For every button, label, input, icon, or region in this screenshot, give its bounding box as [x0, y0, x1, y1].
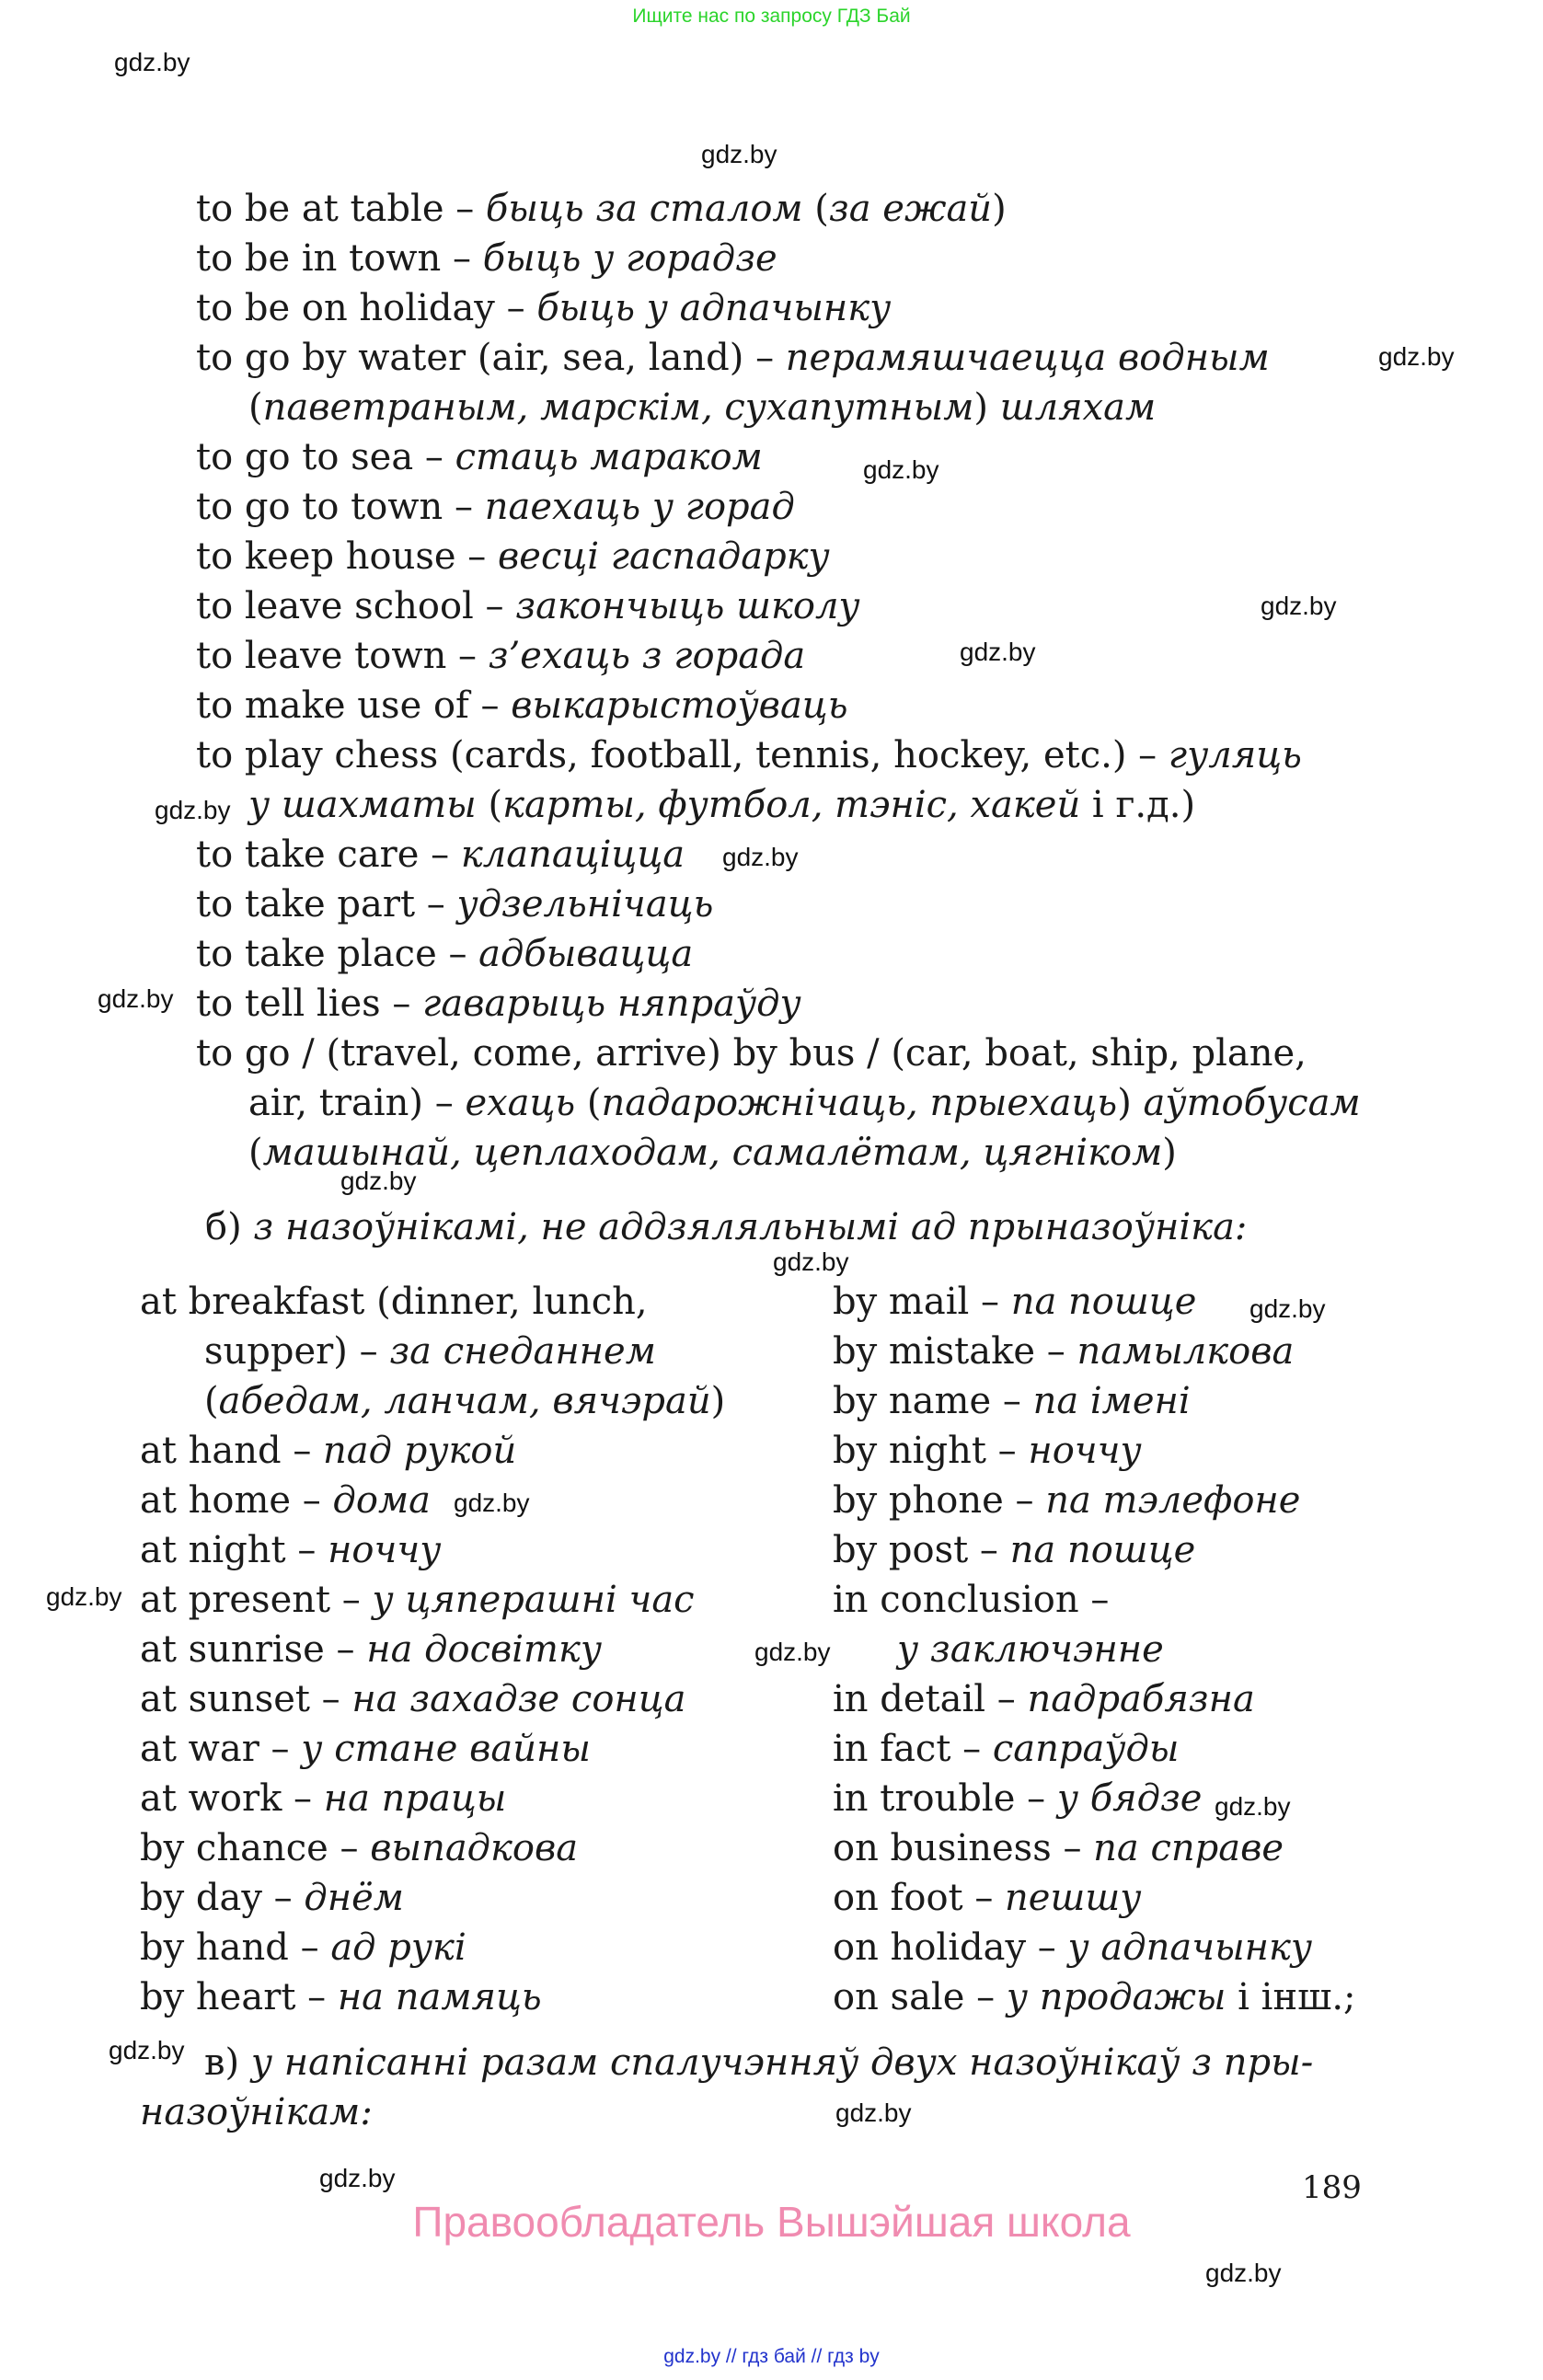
phrase-line: to be in town – быць у горадзе	[196, 237, 777, 280]
watermark: gdz.by	[340, 1167, 417, 1195]
phrase-line: in fact – сапраўды	[833, 1728, 1180, 1770]
phrase-line: in detail – падрабязна	[833, 1678, 1255, 1720]
section-b-heading: б) з назоўнікамі, не аддзяляльнымі ад прыназоўніка:	[205, 1206, 1248, 1248]
section-v-heading-cont: назоўнікам:	[140, 2091, 373, 2133]
phrase-line: on foot – пешшу	[833, 1877, 1142, 1919]
phrase-line: to leave school – закончыць школу	[196, 585, 860, 627]
phrase-line: to play chess (cards, football, tennis, hockey, etc.) – гуляць	[196, 734, 1302, 776]
watermark: gdz.by	[155, 796, 231, 824]
watermark: gdz.by	[319, 2164, 396, 2192]
phrase-line: by mistake – памылкова	[833, 1330, 1295, 1373]
phrase-line: at hand – пад рукой	[140, 1430, 517, 1472]
phrase-line: on business – па справе	[833, 1827, 1284, 1869]
phrase-line: to go by water (air, sea, land) – перамяшчаецца водным	[196, 337, 1270, 379]
watermark: gdz.by	[1205, 2259, 1282, 2287]
phrase-line: by hand – ад рукі	[140, 1926, 466, 1969]
phrase-line: to be on holiday – быць у адпачынку	[196, 287, 892, 329]
phrase-line: at sunrise – на досвітку	[140, 1628, 603, 1671]
watermark: gdz.by	[1378, 342, 1455, 371]
phrase-line: at home – дома	[140, 1479, 431, 1522]
copyright-notice: Правообладатель Вышэйшая школа	[412, 2198, 1131, 2246]
phrase-line: by day – днём	[140, 1877, 404, 1919]
phrase-line: at present – у цяперашні час	[140, 1579, 695, 1621]
watermark: gdz.by	[109, 2036, 185, 2064]
phrase-line: by name – па імені	[833, 1380, 1191, 1422]
phrase-line: to take care – клапаціцца	[196, 834, 685, 876]
phrase-line: at war – у стане вайны	[140, 1728, 591, 1770]
phrase-line: at work – на працы	[140, 1777, 507, 1820]
phrase-line: at breakfast (dinner, lunch,	[140, 1281, 648, 1323]
phrase-line: by mail – па пошце	[833, 1281, 1197, 1323]
phrase-line: to keep house – весці гаспадарку	[196, 535, 830, 578]
phrase-line: on sale – у продажы і інш.;	[833, 1976, 1356, 2018]
phrase-line: to go to sea – стаць мараком	[196, 436, 763, 478]
phrase-line: air, train) – ехаць (падарожнічаць, прыехаць) аўтобусам	[248, 1082, 1361, 1124]
phrase-line: to tell lies – гаварыць няпраўду	[196, 983, 801, 1025]
watermark: gdz.by	[1215, 1792, 1291, 1821]
phrase-line: by chance – выпадкова	[140, 1827, 579, 1869]
page-number: 189	[1302, 2169, 1362, 2206]
watermark: gdz.by	[835, 2098, 912, 2127]
watermark: gdz.by	[454, 1489, 530, 1517]
phrase-line: supper) – за снеданнем	[204, 1330, 656, 1373]
phrase-line: by night – ноччу	[833, 1430, 1142, 1472]
phrase-line: to go to town – паехаць у горад	[196, 486, 795, 528]
section-v-heading: в) у напісанні разам спалучэнняў двух назоўнікаў з пры-	[204, 2041, 1314, 2084]
phrase-line: in conclusion –	[833, 1579, 1110, 1621]
footer-links: gdz.by // гдз бай // гдз by	[663, 2346, 880, 2367]
watermark: gdz.by	[722, 843, 799, 871]
phrase-line: on holiday – у адпачынку	[833, 1926, 1313, 1969]
phrase-line: to be at table – быць за сталом (за ежай)	[196, 188, 1007, 230]
watermark: gdz.by	[773, 1247, 849, 1276]
watermark: gdz.by	[701, 140, 777, 168]
phrase-line: to take part – удзельнічаць	[196, 883, 714, 926]
phrase-line: to take place – адбывацца	[196, 933, 694, 975]
watermark: gdz.by	[960, 638, 1036, 666]
phrase-line: (абедам, ланчам, вячэрай)	[204, 1380, 726, 1422]
phrase-line: у шахматы (карты, футбол, тэніс, хакей і г.д.)	[248, 784, 1196, 826]
phrase-line: by post – па пошце	[833, 1529, 1196, 1571]
phrase-line: in trouble – у бядзе	[833, 1777, 1203, 1820]
phrase-line: by heart – на памяць	[140, 1976, 542, 2018]
phrase-line: by phone – па тэлефоне	[833, 1479, 1301, 1522]
watermark: gdz.by	[46, 1582, 122, 1611]
phrase-line: (паветраным, марскім, сухапутным) шляхам	[248, 386, 1157, 429]
watermark: gdz.by	[98, 984, 174, 1013]
watermark: gdz.by	[863, 455, 939, 484]
phrase-line: to go / (travel, come, arrive) by bus / (car, boat, ship, plane,	[196, 1032, 1307, 1075]
watermark: gdz.by	[1261, 592, 1337, 620]
phrase-line: at night – ноччу	[140, 1529, 442, 1571]
top-banner: Ищите нас по запросу ГДЗ Бай	[632, 6, 911, 27]
phrase-line: to leave town – з’ехаць з горада	[196, 635, 806, 677]
watermark: gdz.by	[754, 1638, 831, 1666]
phrase-line: (машынай, цеплаходам, самалётам, цягніком)	[248, 1132, 1177, 1174]
phrase-line: at sunset – на захадзе сонца	[140, 1678, 686, 1720]
phrase-line: у заключэнне	[897, 1628, 1164, 1671]
watermark: gdz.by	[114, 48, 190, 76]
watermark: gdz.by	[1249, 1294, 1326, 1323]
phrase-line: to make use of – выкарыстоўваць	[196, 684, 848, 727]
